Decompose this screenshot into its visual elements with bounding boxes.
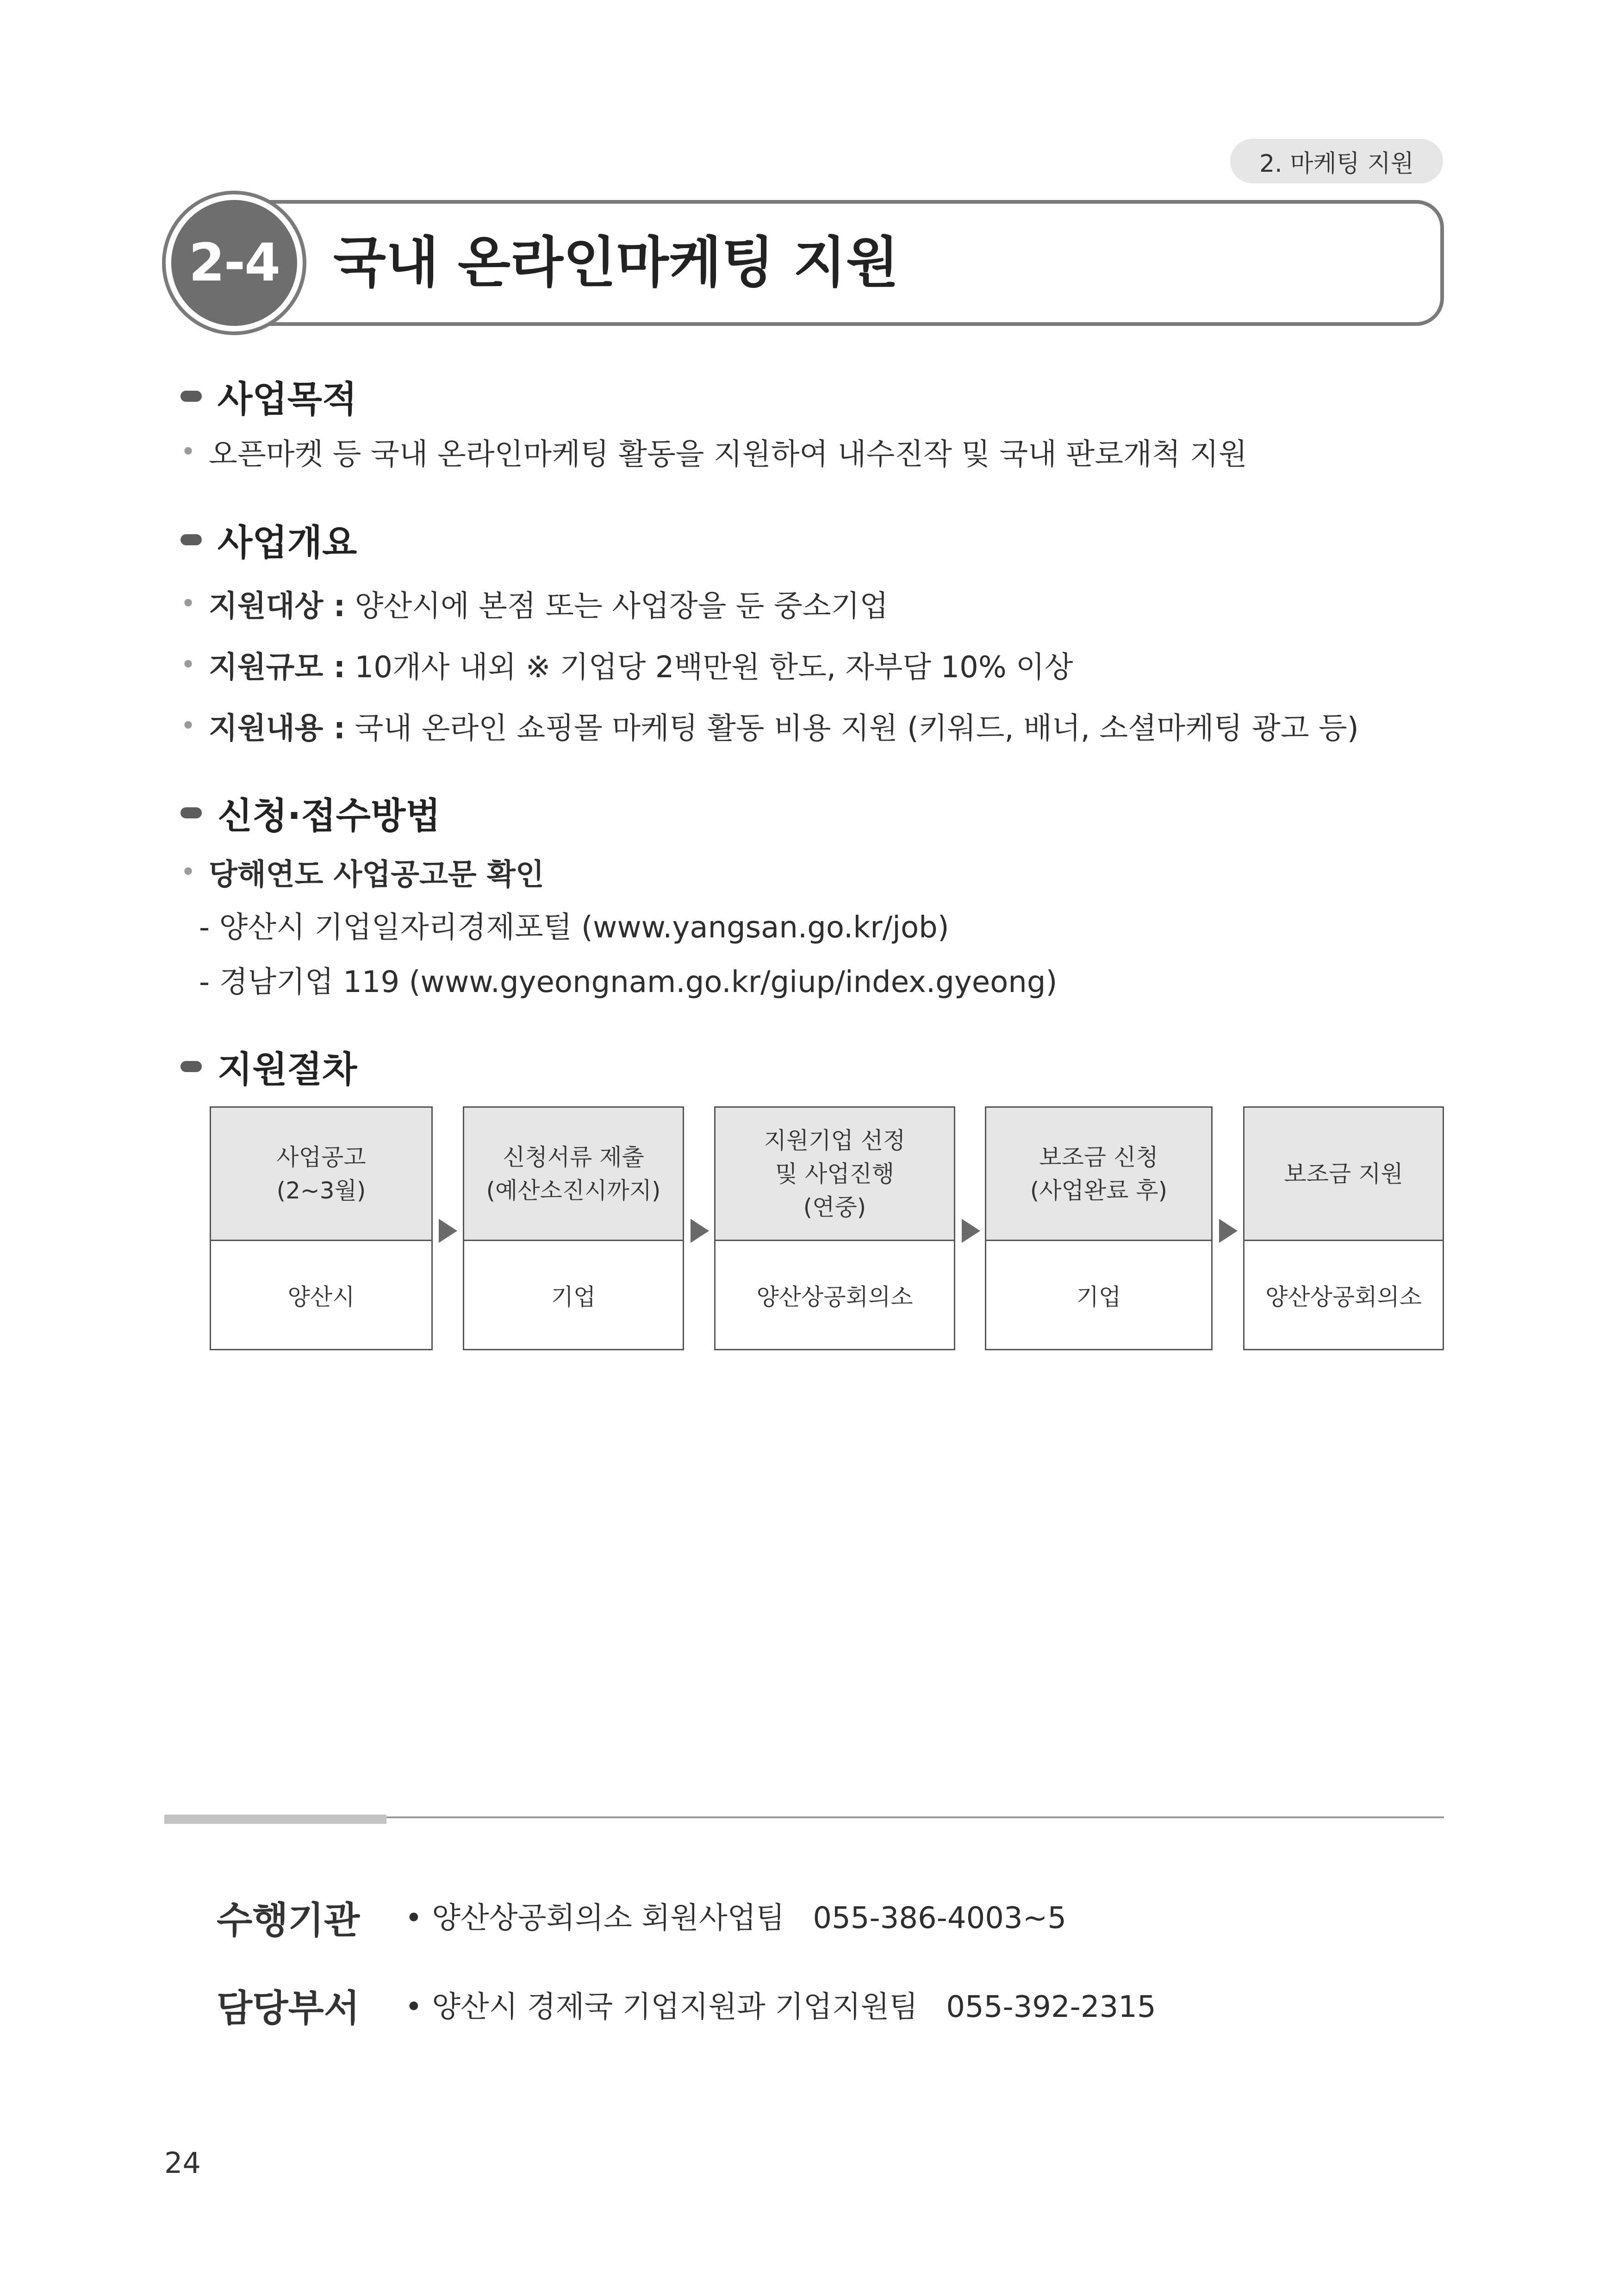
page-title: 국내 온라인마케팅 지원 <box>333 231 899 294</box>
footer-divider-accent <box>164 1815 386 1824</box>
section-title: 신청·접수방법 <box>218 795 441 837</box>
department-text: • 양산시 경제국 기업지원과 기업지원팀 055-392-2315 <box>405 1990 1156 2024</box>
section-header-apply <box>180 787 441 839</box>
arrow-right-icon <box>691 1219 709 1243</box>
section-title: 사업개요 <box>218 522 357 564</box>
procedure-step-label: 보조금 신청 (사업완료 후) <box>986 1108 1211 1241</box>
procedure-step-label: 보조금 지원 <box>1245 1108 1443 1241</box>
procedure-step-actor: 양산상공회의소 <box>1265 1283 1422 1310</box>
procedure-step-label: 지원기업 선정 및 사업진행 (연중) <box>716 1108 954 1241</box>
procedure-step <box>463 1106 684 1350</box>
procedure-step <box>1243 1106 1444 1350</box>
arrow-right-icon <box>439 1219 457 1243</box>
overview-item-text: 10개사 내외 ※ 기업당 2백만원 한도, 자부담 10% 이상 <box>345 650 1073 685</box>
bullet-icon: • <box>180 649 196 680</box>
section-marker-icon <box>180 391 202 402</box>
section-header-overview <box>180 514 357 566</box>
overview-item-text: 양산시에 본점 또는 사업장을 둔 중소기업 <box>345 589 889 624</box>
section-header-procedure <box>180 1041 357 1092</box>
procedure-step <box>714 1106 955 1350</box>
page-number: 24 <box>164 2146 201 2180</box>
apply-subitem: - 경남기업 119 (www.gyeongnam.go.kr/giup/index.gyeong) <box>199 965 1058 999</box>
apply-subitem: - 양산시 기업일자리경제포털 (www.yangsan.go.kr/job) <box>199 911 949 945</box>
overview-item <box>180 582 888 625</box>
purpose-item <box>180 430 1247 473</box>
arrow-right-icon <box>962 1219 980 1243</box>
overview-item-text: 국내 온라인 쇼핑몰 마케팅 활동 비용 지원 (키워드, 배너, 소셜마케팅 광고 등) <box>345 711 1359 746</box>
section-header-purpose <box>180 370 357 422</box>
bullet-icon: • <box>180 437 196 467</box>
purpose-text: 오픈마켓 등 국내 온라인마케팅 활동을 지원하여 내수진작 및 국내 판로개척 지원 <box>209 437 1247 472</box>
overview-item <box>180 705 1359 747</box>
bullet-icon: • <box>180 588 196 619</box>
arrow-right-icon <box>1219 1219 1238 1243</box>
procedure-step-label: 사업공고 (2~3월) <box>211 1108 431 1241</box>
agency-label: 수행기관 <box>217 1899 360 1942</box>
bullet-icon: • <box>180 857 196 887</box>
procedure-step-actor: 양산상공회의소 <box>756 1283 913 1310</box>
section-marker-icon <box>180 1061 202 1072</box>
procedure-step-label: 신청서류 제출 (예산소진시까지) <box>464 1108 683 1241</box>
section-marker-icon <box>180 807 202 818</box>
section-title: 사업목적 <box>218 379 357 420</box>
procedure-step-actor: 기업 <box>551 1283 596 1310</box>
overview-item <box>180 643 1073 686</box>
department-label: 담당부서 <box>217 1987 360 2030</box>
procedure-step <box>210 1106 433 1350</box>
overview-item-label: 지원규모 : <box>209 650 346 685</box>
overview-item-label: 지원대상 : <box>209 589 346 624</box>
section-marker-icon <box>180 534 202 545</box>
bullet-icon: • <box>180 711 196 741</box>
section-number-badge: 2-4 <box>171 200 297 326</box>
procedure-step-actor: 양산시 <box>287 1283 355 1310</box>
section-title: 지원절차 <box>218 1049 357 1091</box>
procedure-step <box>985 1106 1213 1350</box>
procedure-step-actor: 기업 <box>1076 1283 1121 1310</box>
overview-item-label: 지원내용 : <box>209 711 346 746</box>
agency-text: • 양산상공회의소 회원사업팀 055-386-4003~5 <box>405 1901 1067 1935</box>
category-pill: 2. 마케팅 지원 <box>1230 139 1443 183</box>
apply-lead-item <box>180 851 544 893</box>
apply-lead-text: 당해연도 사업공고문 확인 <box>209 858 544 892</box>
